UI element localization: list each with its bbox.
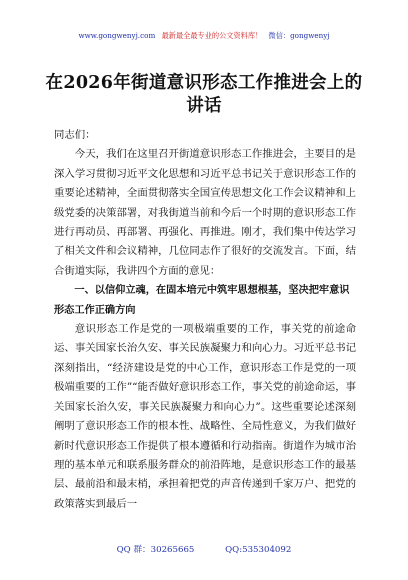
paragraph: 今天，我们在这里召开街道意识形态工作推进会，主要目的是深入学习贯彻习近平文化思想和习近平总书记关于意识形态工作的重要论述精神，全面贯彻落实全国宣传思想文化工作会议精神和上级党委的决策部署，对我街道当前和今后一个时期的意识形态工作进行再动员、再部署、再强化、再推进。刚才，我们集中传达学习了相关文件和会议精神，几位同志作了很好的交流发言。下面，结合街道实际，我讲四个方面的意见： <box>54 148 356 277</box>
qq-number: QQ:535304092 <box>225 545 292 555</box>
document-title: 在2026年街道意识形态工作推进会上的讲话 <box>45 73 363 116</box>
greeting: 同志们： <box>54 129 96 141</box>
qq-group: QQ 群：30265665 <box>116 545 195 555</box>
wechat-id: 微信：gongwenyj <box>268 31 330 40</box>
site-header <box>0 32 408 39</box>
site-footer <box>0 546 408 555</box>
site-url[interactable]: www.gongwenyj.com <box>78 31 156 40</box>
paragraph: 意识形态工作是党的一项极端重要的工作，事关党的前途命运、事关国家长治久安、事关民族凝聚力和向心力。习近平总书记深刻指出，“经济建设是党的中心工作，意识形态工作是党的一项极端重要的工作”“能否做好意识形态工作，事关党的前途命运，事关国家长治久安，事关民族凝聚力和向心力”。这些重要论述深刻阐明了意识形态工作的根本性、战略性、全局性意义，为我们做好新时代意识形态工作提供了根本遵循和行动指南。街道作为城市治理的基本单元和联系服务群众的前沿阵地，是意识形态工作的最基层、最前沿和最末梢，承担着把党的声音传递到千家万户、把党的政策落实到最后一 <box>54 323 356 510</box>
site-slogan: 最新最全最专业的公文资料库！ <box>161 31 263 40</box>
section-heading: 一、以信仰立魂，在固本培元中筑牢思想根基，坚决把牢意识形态工作正确方向 <box>54 285 350 316</box>
document-body <box>54 126 356 514</box>
